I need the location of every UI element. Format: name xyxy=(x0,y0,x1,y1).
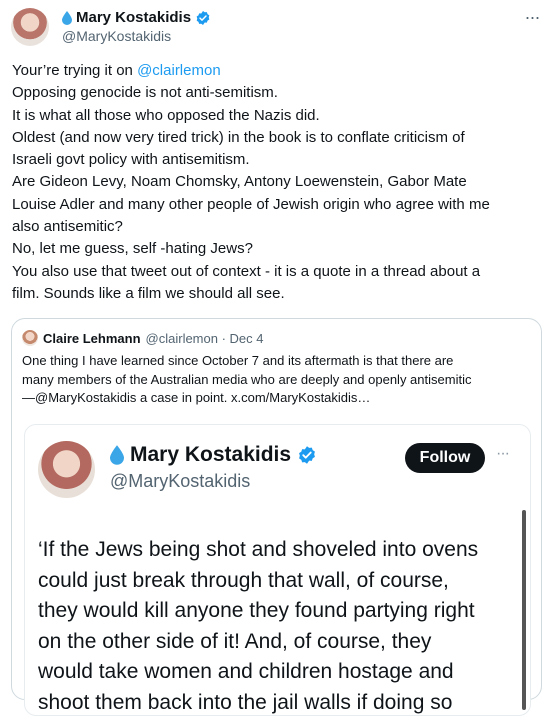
quoted-text xyxy=(22,352,537,408)
media-quote-line: ‘If the Jews being shot and shoveled into ovens xyxy=(38,535,518,566)
quoted-author-name[interactable]: Claire Lehmann xyxy=(43,331,141,346)
media-author-handle: @MaryKostakidis xyxy=(110,471,250,492)
body-line: Opposing genocide is not anti-semitism. xyxy=(12,82,536,104)
body-line: film. Sounds like a film we should all see. xyxy=(12,283,536,305)
author-name-row[interactable] xyxy=(62,9,211,26)
quoted-media-screenshot[interactable] xyxy=(24,424,531,716)
avatar[interactable] xyxy=(11,8,49,46)
verified-badge-icon xyxy=(195,10,211,26)
droplet-icon xyxy=(110,445,124,465)
follow-button: Follow xyxy=(405,443,485,473)
quoted-line: —@MaryKostakidis a case in point. x.com/MaryKostakidis… xyxy=(22,389,537,408)
droplet-icon xyxy=(62,11,72,25)
quoted-tweet-header xyxy=(22,330,263,346)
quoted-tweet[interactable] xyxy=(11,318,542,700)
media-avatar xyxy=(38,441,95,498)
quoted-avatar[interactable] xyxy=(22,330,38,346)
tweet-body xyxy=(12,60,536,305)
media-quote-line: would take women and children hostage and xyxy=(38,657,518,688)
body-line: You also use that tweet out of context - it is a quote in a thread about a xyxy=(12,261,536,283)
body-line: It is what all those who opposed the Nazis did. xyxy=(12,105,536,127)
media-quote-line: shoot them back into the jail walls if doing so xyxy=(38,688,518,718)
verified-badge-icon xyxy=(297,445,317,465)
body-line: also antisemitic? xyxy=(12,216,536,238)
author-name[interactable]: Mary Kostakidis xyxy=(76,9,191,26)
media-scrollbar xyxy=(522,510,526,710)
body-line: Are Gideon Levy, Noam Chomsky, Antony Loewenstein, Gabor Mate xyxy=(12,171,536,193)
body-line: No, let me guess, self -hating Jews? xyxy=(12,238,536,260)
quoted-line: many members of the Australian media who are deeply and openly antisemitic xyxy=(22,371,537,390)
media-name-row xyxy=(110,443,317,467)
media-author-name: Mary Kostakidis xyxy=(130,443,291,467)
body-line: Louise Adler and many other people of Jewish origin who agree with me xyxy=(12,194,536,216)
author-handle[interactable]: @MaryKostakidis xyxy=(62,28,171,44)
more-icon[interactable]: ··· xyxy=(520,8,544,26)
media-quote-text xyxy=(38,535,518,718)
quoted-meta: @clairlemon · Dec 4 xyxy=(146,331,264,346)
media-quote-line: could just break through that wall, of course, xyxy=(38,566,518,597)
quoted-line: One thing I have learned since October 7 and its aftermath is that there are xyxy=(22,352,537,371)
media-quote-line: they would kill anyone they found partying right xyxy=(38,596,518,627)
more-icon: ··· xyxy=(496,445,509,463)
body-line-text: Your’re trying it on xyxy=(12,62,137,79)
body-line xyxy=(12,60,536,82)
body-line: Oldest (and now very tired trick) in the book is to conflate criticism of xyxy=(12,127,536,149)
mention-link[interactable]: @clairlemon xyxy=(137,62,221,79)
media-quote-line: on the other side of it! And, of course, they xyxy=(38,627,518,658)
body-line: Israeli govt policy with antisemitism. xyxy=(12,149,536,171)
